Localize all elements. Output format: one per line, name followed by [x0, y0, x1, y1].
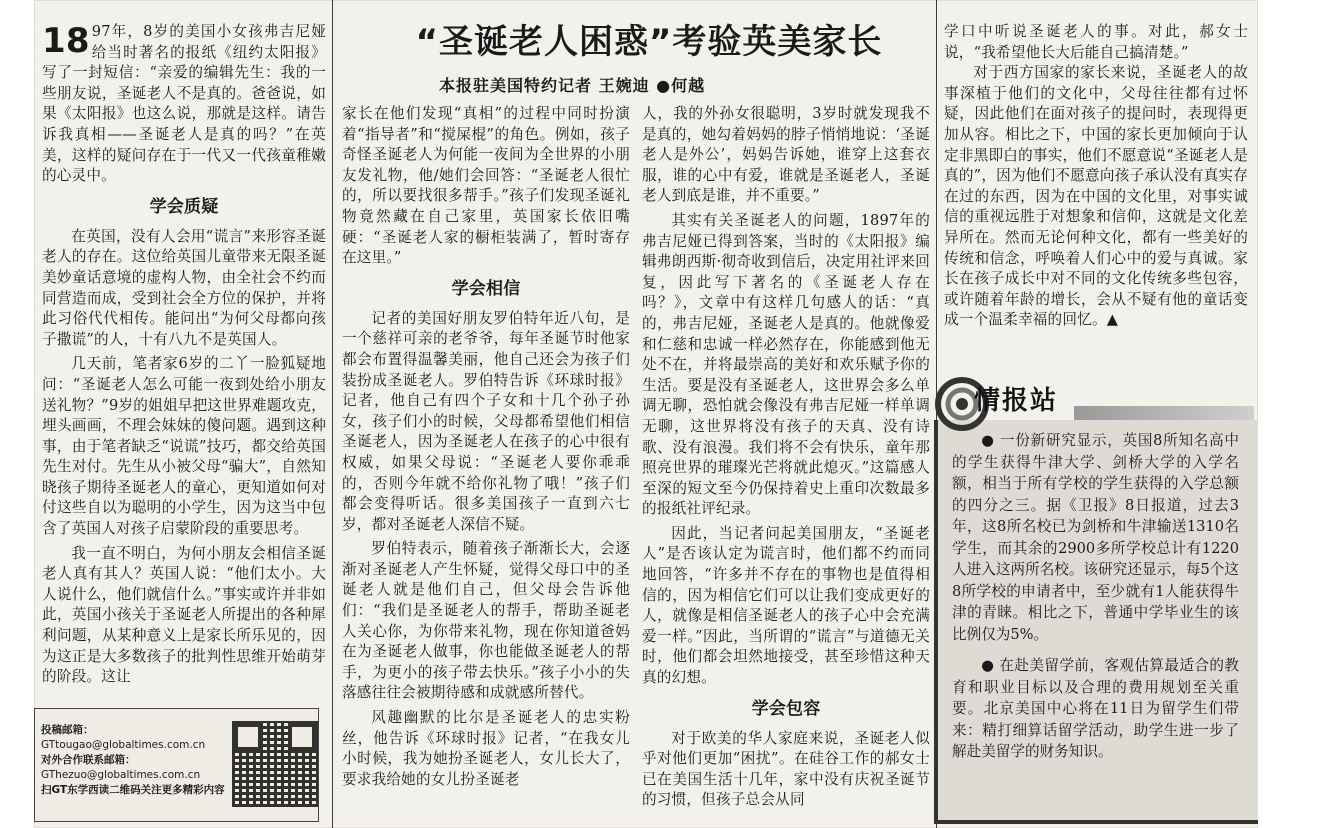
subhead-question: 学会质疑	[149, 196, 219, 217]
paragraph: 人，我的外孙女很聪明，3岁时就发现我不是真的，她勾着妈妈的脖子悄悄地说：‘圣诞老人是外公’，妈妈告诉她，谁穿上这套衣服，谁的心中有爱，谁就是圣诞老人，圣诞老人到底是谁，并不重要。”	[642, 105, 930, 205]
contact-box	[34, 708, 319, 822]
article-headline: “圣诞老人困惑”考验英美家长	[415, 22, 883, 62]
submit-email-link[interactable]: GTtougao@globaltimes.com.cn	[41, 739, 206, 751]
paragraph: 因此，当记者问起美国朋友，“圣诞老人”是否该认定为谎言时，他们都不约而同地回答，“许多并不存在的事物也是值得相信的，因为相信它们可以让我们变成更好的人，就像是相信圣诞老人的孩子心中会充满爱一样。”因此，当所谓的“谎言”与道德无关时，他们都会坦然地接受，甚至珍惜这种天真的幻想。	[642, 524, 930, 687]
subhead-believe: 学会相信	[451, 278, 521, 299]
qr-code-icon[interactable]	[232, 721, 318, 807]
article-column-4	[944, 22, 1248, 372]
paragraph: 我一直不明白，为何小朋友会相信圣诞老人真有其人？英国人说：“他们太小。大人说什么，他们就信什么。”事实或许并非如此，英国小孩关于圣诞老人所提出的各种犀利问题，从某种意义上是家长所乐见的，因为这正是大多数孩子的批判性思维开始萌芽的阶段。这让	[42, 544, 326, 686]
info-item-text: 一份新研究显示，英国8所知名高中的学生获得牛津大学、剑桥大学的入学名额，相当于所有学校的学生获得的入学总额的四分之三。据《卫报》8日报道，过去3年，这8所名校已为剑桥和牛津输送1310名学生，而其余的2900多所学校总计有1220人进入这两所名校。该研究还显示，每5个这8所学校的申请者中，至少就有1人能获得牛津的青睐。相比之下，普通中学毕业生的该比例仅为5%。	[952, 432, 1240, 643]
info-item-text: 在赴美留学前，客观估算最适合的教育和职业目标以及合理的费用规划至关重要。北京美国中心将在11日为留学生们带来：精打细算话留学活动，助学生进一步了解赴美留学的财务知识。	[952, 657, 1239, 760]
info-station-title: 情报站	[974, 386, 1059, 416]
subhead-tolerance: 学会包容	[751, 698, 821, 719]
article-lead	[42, 22, 326, 187]
paragraph: 记者的美国好朋友罗伯特年近八旬，是一个慈祥可亲的老爷爷，每年圣诞节时他家都会布置得温馨美丽，他自己还会为孩子们装扮成圣诞老人。罗伯特告诉《环球时报》记者，他自己有四个子女和十几个孙子孙女，孩子们小的时候，父母都希望他们相信圣诞老人，因为圣诞老人在孩子的心中很有权威，如果父母说：“圣诞老人要你乖乖的，否则今年就不给你礼物了哦！”孩子们都会变得听话。很多美国孩子一直到六七岁，都对圣诞老人深信不疑。	[342, 309, 630, 533]
bullet-icon: ●	[981, 432, 995, 449]
info-item	[952, 430, 1239, 645]
lead-dropcap: 18	[42, 22, 90, 61]
contact-text	[41, 723, 231, 798]
paragraph: 在英国，没有人会用“谎言”来形容圣诞老人的存在。这位给英国儿童带来无限圣诞美妙童话意境的虚构人物，由全社会不约而同营造而成，受到社会全方位的保护，并将此习俗代代相传。能问出“为何父母都向孩子撒谎”的人，十有八九不是英国人。	[42, 227, 326, 348]
info-item	[952, 655, 1239, 763]
column-divider	[332, 0, 333, 828]
article-byline: 本报驻美国特约记者 王婉迪 ●何越	[439, 76, 706, 95]
coop-email-label: 对外合作联系邮箱：	[41, 754, 136, 766]
qr-caption: 扫GT东学西读二维码关注更多精彩内容	[41, 784, 225, 796]
submit-email-label: 投稿邮箱：	[41, 724, 94, 736]
info-station-banner	[934, 376, 1254, 432]
newspaper-page	[34, 0, 1258, 828]
coop-email-link[interactable]: GThezuo@globaltimes.com.cn	[41, 769, 201, 781]
bullet-icon: ●	[981, 657, 995, 674]
paragraph: 几天前，笔者家6岁的二丫一脸狐疑地问：“圣诞老人怎么可能一夜到处给小朋友送礼物？”9岁的姐姐早把这世界难题攻克，埋头画画，不理会妹妹的傻问题。遇到这种事，由于笔者缺乏“说谎”技巧，都交给英国先生对付。先生从小被父母“骗大”，自然知晓孩子期待圣诞老人的童心，更知道如何对付这些自以为聪明的小学生，因为这当中包含了英国人对孩子启蒙阶段的重要思考。	[42, 355, 326, 538]
paragraph: 其实有关圣诞老人的问题，1897年的弗吉尼娅已得到答案，当时的《太阳报》编辑弗朗西斯·彻奇收到信后，决定用社评来回复，因此写下著名的《圣诞老人存在吗？》，文章中有这样几句感人的话：“真的，弗吉尼娅，圣诞老人是真的。他就像爱和仁慈和忠诚一样必然存在，你能感到他无处不在，并将最崇高的美好和欢乐赋予你的生活。要是没有圣诞老人，这世界会多么单调无聊，恐怕就会像没有弗吉尼娅一样单调无聊，这世界将没有孩子的天真、没有诗歌、没有浪漫。我们将不会有快乐，童年那照亮世界的璀璨光芒将就此熄灭。”这篇感人至深的短文至今仍保持着史上重印次数最多的报纸社评纪录。	[642, 211, 930, 518]
article-column-2	[342, 104, 630, 824]
article-column-1	[42, 22, 326, 712]
info-station-content	[952, 430, 1239, 773]
paragraph: 罗伯特表示，随着孩子渐渐长大，会逐渐对圣诞老人产生怀疑，觉得父母口中的圣诞老人就是他们自己，但父母会告诉他们：“我们是圣诞老人的帮手，帮助圣诞老人关心你，为你带来礼物，现在你知道爸妈在为圣诞老人做事，你也能做圣诞老人的帮手，为更小的孩子带去快乐。”孩子小小的失落感往往会被期待感和成就感所替代。	[342, 540, 630, 702]
paragraph: 家长在他们发现“真相”的过程中同时扮演着“指导者”和“搅屎棍”的角色。例如，孩子奇怪圣诞老人为何能一夜间为全世界的小朋友发礼物，他/她们会回答：“圣诞老人很忙的，所以要找很多帮手。”孩子们发现圣诞礼物竟然藏在自己家里，英国家长依旧嘴硬：“圣诞老人家的橱柜装满了，暂时寄存在这里。”	[342, 105, 630, 267]
paragraph: 风趣幽默的比尔是圣诞老人的忠实粉丝，他告诉《环球时报》记者，“在我女儿小时候，我为她扮圣诞老人，女儿长大了，要求我给她的女儿扮圣诞老	[342, 709, 630, 788]
lead-text: 97年，8岁的美国小女孩弗吉尼娅给当时著名的报纸《纽约太阳报》写了一封短信：“亲爱的编辑先生：我的一些朋友说，圣诞老人不是真的。爸爸说，如果《太阳报》也这么说，那就是这样。请告诉我真相——圣诞老人是真的吗？”在英美，这样的疑问存在于一代又一代孩童稚嫩的心灵中。	[42, 23, 326, 185]
paragraph: 对于欧美的华人家庭来说，圣诞老人似乎对他们更加“困扰”。在硅谷工作的郝女士已在美国生活十几年，家中没有庆祝圣诞节的习惯，但孩子总会从同	[642, 729, 930, 809]
paragraph: 对于西方国家的家长来说，圣诞老人的故事深植于他们的文化中，父母往往都有过怀疑，因此他们在面对孩子的提问时，表现得更加从容。相比之下，中国的家长更加倾向于认定非黑即白的事实，他们不愿意说“圣诞老人是真的”，因为他们不愿意向孩子承认没有真实存在过的东西，因为在中国的文化里，对事实诚信的重视远胜于对想象和信仰，这就是文化差异所在。然而无论何种文化，都有一些美好的传统和信念，呼唤着人们心中的爱与真诚。家长在孩子成长中对不同的文化传统多些包容，或许随着年龄的增长，会从不疑有他的童话变成一个温柔幸福的回忆。▲	[944, 64, 1248, 329]
paragraph: 学口中听说圣诞老人的事。对此，郝女士说，“我希望他长大后能自己搞清楚。”	[944, 23, 1248, 61]
article-column-3	[642, 104, 930, 824]
info-station-bar	[1074, 406, 1254, 420]
